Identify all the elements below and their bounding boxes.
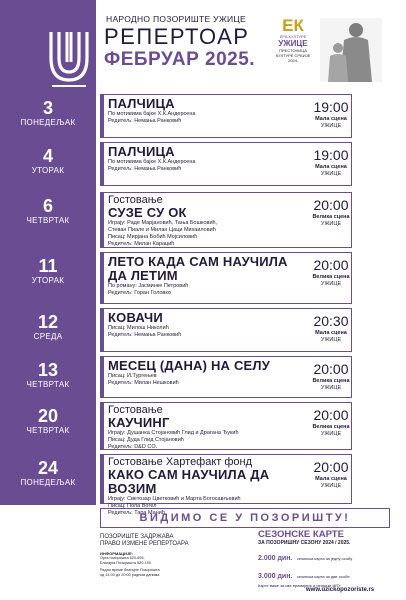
season-subtitle: ЗА ПОЗОРИШНУ СЕЗОНУ 2024 / 2025.: [258, 540, 351, 546]
event-time-box: [306, 252, 356, 300]
event-time-box: [306, 402, 356, 450]
event-title: КАКО САМ НАУЧИЛА ДА ВОЗИМ: [108, 467, 270, 496]
event-day-number: 4: [42, 146, 53, 166]
price-2: 3.000 дин.: [258, 573, 293, 580]
event-credit: Редитељ: Милан Карацић: [108, 241, 175, 247]
event-time: 20:00: [313, 459, 349, 475]
event-title: КАУЧИНГ: [108, 415, 170, 430]
event-credit: Писац: Дуда Глид Стојановић: [108, 437, 184, 443]
event-weekday: ПОНЕДЕЉАК: [20, 118, 76, 127]
event-title: КОВАЧИ: [108, 310, 163, 325]
event-row: [0, 452, 396, 516]
event-title: ПАЛЧИЦА: [108, 96, 175, 111]
event-credit: Редитељ: Милан Нешковић: [108, 380, 179, 386]
event-stage: Мала сцена: [315, 116, 347, 122]
event-row: [0, 306, 396, 354]
event-day-number: 12: [37, 312, 59, 332]
event-title: ПАЛЧИЦА: [108, 144, 175, 159]
event-row: [0, 140, 396, 188]
event-title: МЕСЕЦ (ДАНА) НА СЕЛУ: [108, 358, 271, 373]
footer-info: [100, 534, 210, 578]
event-stage: Мала сцена: [315, 330, 347, 336]
event-credit: Играју: Душанка Стојановић Глид и Драгана Ђукић: [108, 430, 239, 436]
event-credit: Редитељ: Горан Головко: [108, 290, 171, 296]
event-stage: Велика сцена: [312, 378, 350, 384]
notice-line1: ПОЗОРИШТЕ ЗАДРЖАВА: [100, 534, 174, 540]
event-city: УЖИЦЕ: [320, 431, 342, 437]
event-credit: Играју: Светозар Цветковић и Марта Богосављевић: [108, 496, 241, 502]
price-row-1: [258, 547, 394, 565]
event-date: [0, 256, 96, 286]
event-credit: Редитељ: D&D CO.: [108, 444, 158, 450]
event-time: 20:00: [313, 361, 349, 377]
price-1: 2.000 дин.: [258, 555, 293, 562]
event-weekday: ЧЕТВРТАК: [26, 216, 70, 225]
event-time-box: [306, 454, 356, 502]
event-city: УЖИЦЕ: [320, 337, 342, 343]
event-credit: Редитељ: Немања Ранковић: [108, 166, 182, 172]
event-weekday: УТОРАК: [31, 166, 65, 175]
event-weekday: ЧЕТВРТАК: [26, 380, 70, 389]
event-city: УЖИЦЕ: [320, 281, 342, 287]
website-link[interactable]: www.uzickopozoriste.rs: [306, 587, 375, 593]
event-city: УЖИЦЕ: [320, 123, 342, 129]
emblem-city: УЖИЦЕ: [278, 39, 308, 48]
event-time-box: [306, 356, 356, 404]
event-stage: Мала сцена: [315, 476, 347, 482]
event-date: [0, 196, 96, 226]
event-stage: Мала сцена: [315, 164, 347, 170]
slogan-banner: ВИДИМО СЕ У ПОЗОРИШТУ!: [100, 508, 390, 528]
event-row: [0, 354, 396, 400]
event-time: 20:00: [313, 197, 349, 213]
season-note: Карте важе за све премијере и репризе НПУ: [258, 583, 341, 588]
event-time-box: [306, 308, 356, 356]
event-title: ЛЕТО КАДА САМ НАУЧИЛА ДА ЛЕТИМ: [108, 254, 288, 283]
event-city: УЖИЦЕ: [320, 483, 342, 489]
event-credit: По мотивима бајке Х.К.Андерсена: [108, 111, 196, 117]
event-weekday: УТОРАК: [31, 276, 65, 285]
event-credit: Писац: И.Тургењев: [108, 373, 157, 379]
price-row-2: [258, 565, 394, 583]
culture-capital-emblem: [272, 18, 314, 63]
event-day-number: 6: [42, 196, 53, 216]
event-credit: Редитељ: Немања Ранковић: [108, 332, 182, 338]
event-time-box: [306, 142, 356, 190]
event-time: 20:00: [313, 407, 349, 423]
event-city: УЖИЦЕ: [320, 385, 342, 391]
event-city: УЖИЦЕ: [320, 221, 342, 227]
emblem-caption: ПРЕСТОНИЦА КУЛТУРЕ СРБИЈЕ 2024.: [275, 48, 311, 63]
event-row: [0, 400, 396, 452]
event-date: [0, 360, 96, 390]
event-day-number: 24: [37, 458, 59, 478]
emblem-mark: ЕК: [282, 16, 304, 35]
event-stage: Велика сцена: [312, 424, 350, 430]
event-date: [0, 146, 96, 176]
event-stage: Велика сцена: [312, 274, 350, 280]
price-2-note: сезонска карта за две особе: [296, 574, 350, 579]
event-guest-label: Гостовање: [108, 194, 163, 206]
event-title: СУЗЕ СУ ОК: [108, 205, 187, 220]
event-day-number: 3: [42, 98, 53, 118]
event-weekday: ЧЕТВРТАК: [26, 426, 70, 435]
month-title: ФЕБРУАР 2025.: [104, 49, 256, 70]
event-credit: Писац: Пола Вогел: [108, 503, 157, 509]
event-stage: Велика сцена: [312, 214, 350, 220]
emblem-top: ЕРА КУЛТУРЕ: [279, 34, 307, 39]
info-label: ИНФОРМАЦИЈЕ:: [100, 551, 134, 556]
event-date: [0, 406, 96, 436]
event-day-number: 13: [37, 360, 59, 380]
event-credit: По роману: Јасминке Петровић: [108, 283, 189, 289]
price-1-note: сезонска карта за једну особу: [296, 556, 353, 561]
event-row: [0, 190, 396, 250]
hours-2: од 14:00 до 20:00 радним данима: [100, 573, 160, 577]
event-city: УЖИЦЕ: [320, 171, 342, 177]
event-date: [0, 458, 96, 488]
event-date: [0, 312, 96, 342]
event-credit: Редитељ: Немања Ранковић: [108, 118, 182, 124]
phone-1: Орга позоришта 520-693,: [100, 556, 145, 560]
event-row: [0, 92, 396, 140]
season-tickets: [258, 530, 394, 589]
event-time-box: [306, 192, 356, 240]
event-weekday: ПОНЕДЕЉАК: [20, 478, 76, 487]
event-credit: Играју: Раде Марјановић, Тања Бошковић,: [108, 220, 218, 226]
phone-2: Благајна Позоришта 520-190: [100, 561, 151, 565]
theatre-logo: [48, 28, 90, 88]
event-credit: По мотивима бајке Х.К.Андерсена: [108, 159, 196, 165]
page-title: РЕПЕРТОАР: [104, 24, 250, 49]
statue-image: [320, 18, 382, 82]
event-guest-label: Гостовање Хартефакт фонд: [108, 456, 253, 468]
event-credit: Редитељ: Тара Манић: [108, 510, 165, 516]
event-time: 19:00: [313, 147, 349, 163]
event-day-number: 11: [38, 256, 58, 276]
event-credit: Писац: Милош Николић: [108, 325, 169, 331]
event-weekday: СРЕДА: [33, 332, 63, 341]
event-time: 20:00: [313, 257, 349, 273]
event-guest-label: Гостовање: [108, 404, 163, 416]
event-credit: Писац: Мирјана Бобић Мојсиловић: [108, 234, 198, 240]
event-credit: Стеван Пиале и Милан Цаци Михаиловић: [108, 227, 216, 233]
event-date: [0, 98, 96, 128]
event-time-box: [306, 94, 356, 142]
event-time: 19:00: [313, 99, 349, 115]
theatre-name: НАРОДНО ПОЗОРИШТЕ УЖИЦЕ: [106, 14, 246, 24]
notice-line2: ПРАВО ИЗМЕНЕ РЕПЕРТОАРА: [100, 541, 189, 547]
hours-1: Радно време благајне Позоришта: [100, 568, 160, 572]
event-time: 20:30: [313, 313, 349, 329]
event-day-number: 20: [37, 406, 59, 426]
season-title: СЕЗОНСКЕ КАРТЕ: [258, 529, 344, 540]
event-row: [0, 250, 396, 306]
